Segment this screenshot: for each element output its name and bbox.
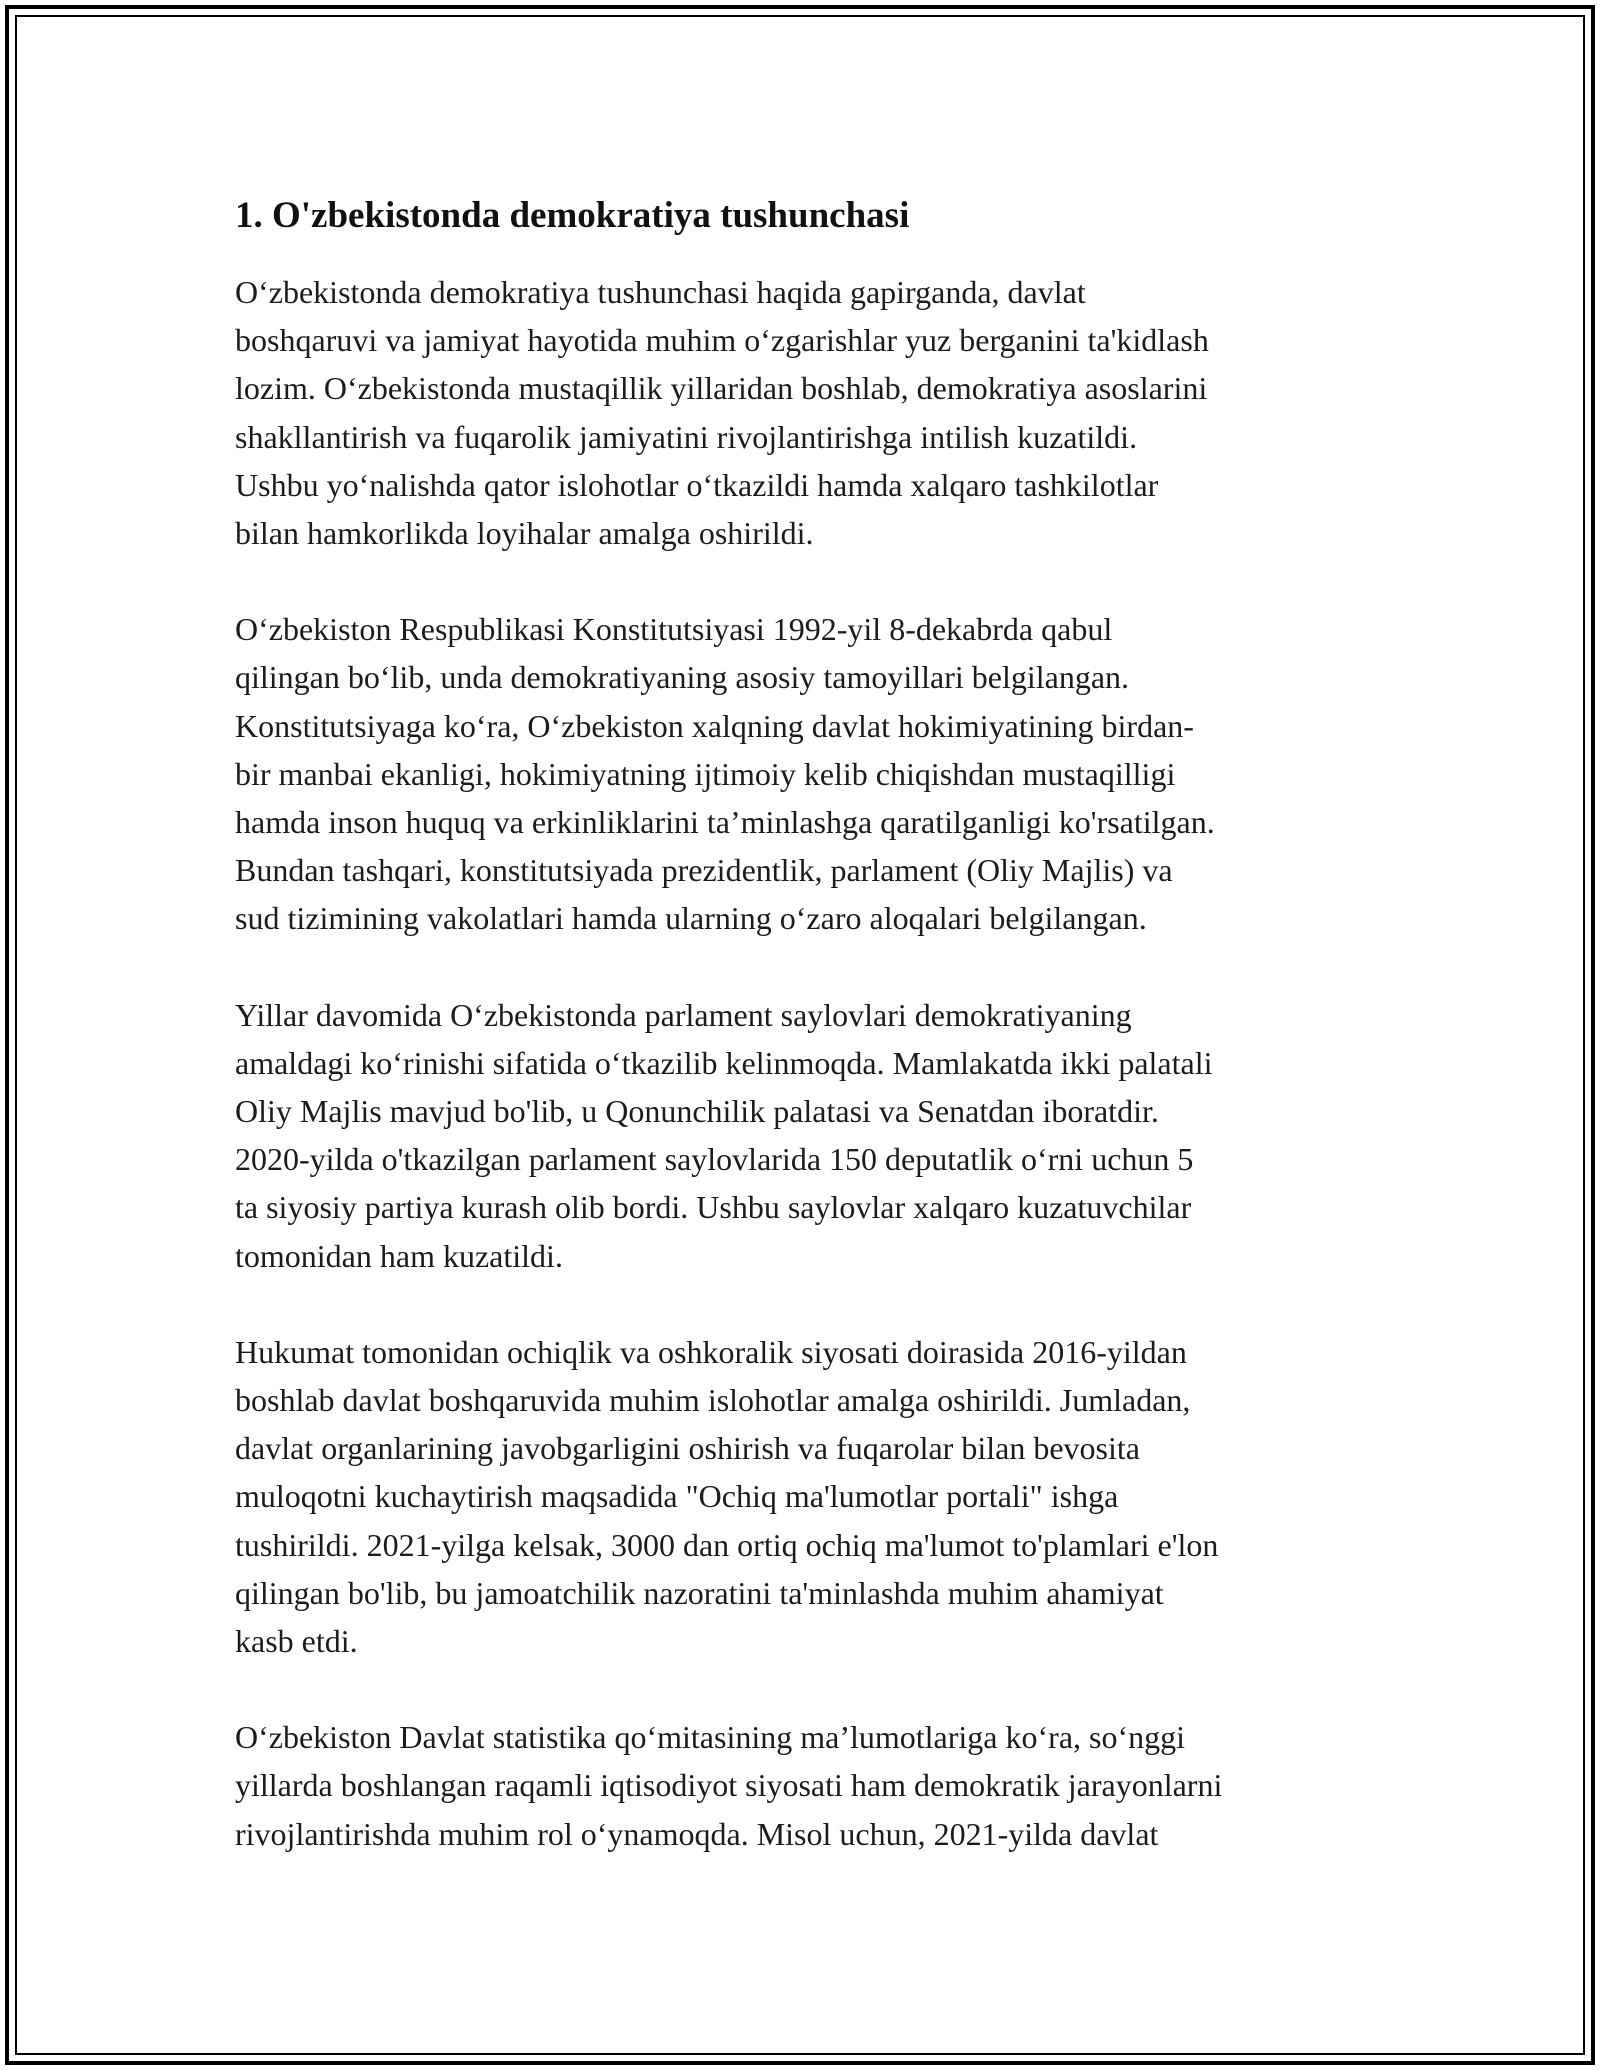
document-body <box>235 190 1375 1906</box>
paragraph-1: O‘zbekistonda demokratiya tushunchasi haqida gapirganda, davlat boshqaruvi va jamiyat hayotida muhim o‘zgarishlar yuz berganini ta'kidlash lozim. O‘zbekistonda mustaqillik yillaridan boshlab, demokratiya asoslarini shakllantirish va fuqarolik jamiyatini rivojlantirishga intilish kuzatildi. Ushbu yo‘nalishda qator islohotlar o‘tkazildi hamda xalqaro tashkilotlar bilan hamkorlikda loyihalar amalga oshirildi. <box>235 274 1209 552</box>
paragraph-3: Yillar davomida O‘zbekistonda parlament saylovlari demokratiyaning amaldagi ko‘rinishi sifatida o‘tkazilib kelinmoqda. Mamlakatda ikki palatali Oliy Majlis mavjud bo'lib, u Qonunchilik palatasi va Senatdan iboratdir. 2020-yilda o'tkazilgan parlament saylovlarida 150 deputatlik o‘rni uchun 5 ta siyosiy partiya kurash olib bordi. Ushbu saylovlar xalqaro kuzatuvchilar tomonidan ham kuzatildi. <box>235 996 1213 1274</box>
paragraph-4: Hukumat tomonidan ochiqlik va oshkoralik siyosati doirasida 2016-yildan boshlab davlat boshqaruvida muhim islohotlar amalga oshirildi. Jumladan, davlat organlarining javobgarligini oshirish va fuqarolar bilan bevosita muloqotni kuchaytirish maqsadida "Ochiq ma'lumotlar portali" ishga tushirildi. 2021-yilga kelsak, 3000 dan ortiq ochiq ma'lumot to'plamlari e'lon qilingan bo'lib, bu jamoatchilik nazoratini ta'minlashda muhim ahamiyat kasb etdi. <box>235 1333 1219 1660</box>
paragraph-2: O‘zbekiston Respublikasi Konstitutsiyasi 1992-yil 8-dekabrda qabul qilingan bo‘lib, unda demokratiyaning asosiy tamoyillari belgilangan. Konstitutsiyaga ko‘ra, O‘zbekiston xalqning davlat hokimiyatining birdan- bir manbai ekanligi, hokimiyatning ijtimoiy kelib chiqishdan mustaqilligi hamda inson huquq va erkinliklarini ta’minlashga qaratilganligi ko'rsatilgan. Bundan tashqari, konstitutsiyada prezidentlik, parlament (Oliy Majlis) va sud tizimining vakolatlari hamda ularning o‘zaro aloqalari belgilangan. <box>235 611 1215 937</box>
paragraph-5: O‘zbekiston Davlat statistika qo‘mitasining ma’lumotlariga ko‘ra, so‘nggi yillarda boshlangan raqamli iqtisodiyot siyosati ham demokratik jarayonlarni rivojlantirishda muhim rol o‘ynamoqda. Misol uchun, 2021-yilda davlat <box>235 1719 1223 1852</box>
section-heading: 1. O'zbekistonda demokratiya tushunchasi <box>235 195 910 236</box>
